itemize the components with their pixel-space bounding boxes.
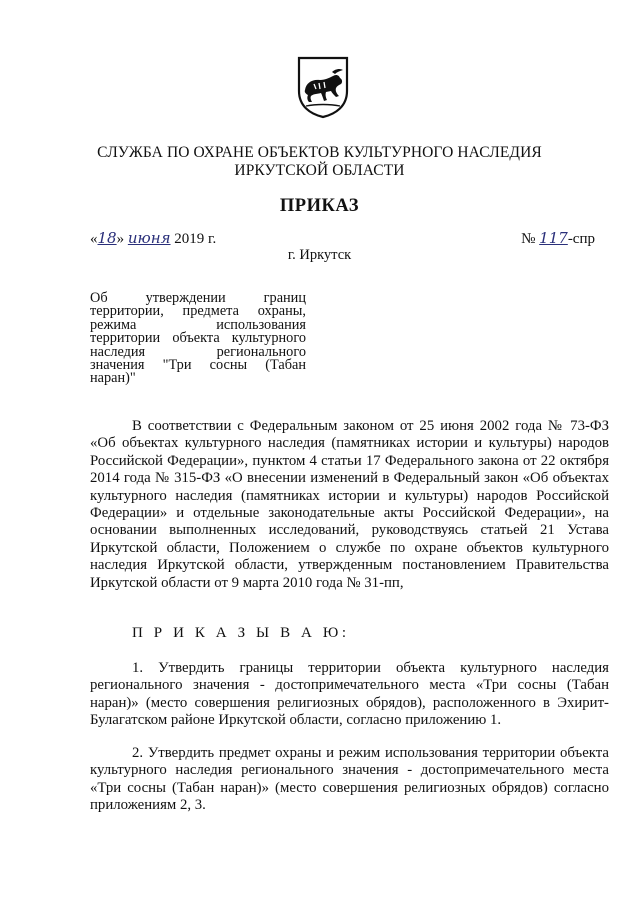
subject-line: наследия регионального: [90, 343, 306, 360]
order-date: [90, 229, 216, 248]
order-subject: [90, 292, 306, 386]
date-year: 2019 г.: [170, 231, 217, 247]
subject-line: территории объекта культурного: [90, 330, 306, 347]
subject-line: режима использования: [90, 316, 306, 333]
agency-name-line-2: ИРКУТСКОЙ ОБЛАСТИ: [234, 162, 405, 179]
item-2-paragraph: 2. Утвердить предмет охраны и режим использования территории объекта культурного наследия регионального значения - достопримечательного места «Три сосны (Табан наран)» (место совершения религиозных обрядов) согласно приложениям 2, 3.: [90, 745, 609, 814]
city: г. Иркутск: [287, 247, 352, 263]
number-prefix: №: [521, 231, 540, 247]
order-number: [521, 229, 595, 248]
preamble-paragraph: В соответствии с Федеральным законом от 25 июня 2002 года № 73-ФЗ «Об объектах культурного наследия (памятниках истории и культуры) народов Российской Федерации», пунктом 4 статьи 17 Федерального закона от 22 октября 2014 года № 315-ФЗ «О внесении изменений в Федеральный закон «Об объектах культурного наследия (памятниках истории и культуры) народов Российской Федерации» и отдельные законодательные акты Российской Федерации», на основании выполненных исследований, руководствуясь статьей 21 Устава Иркутской области, Положением о службе по охране объектов культурного наследия Иркутской области, утвержденным постановлением Правительства Иркутской области от 9 марта 2010 года № 31-пп,: [90, 418, 609, 591]
number-value: 117: [539, 229, 568, 247]
subject-line: значения "Три сосны (Табан: [90, 357, 306, 374]
document-title: ПРИКАЗ: [279, 196, 360, 216]
subject-line: наран)": [90, 370, 136, 387]
date-open-quote: «: [90, 231, 98, 247]
number-suffix: -спр: [567, 231, 595, 247]
irkutsk-coat-of-arms-icon: [296, 55, 350, 119]
date-month: июня: [127, 229, 171, 247]
item-1-paragraph: 1. Утвердить границы территории объекта культурного наследия регионального значения - достопримечательного места «Три сосны (Табан наран)» (место совершения религиозных обрядов), расположенного в Эхирит-Булагатском районе Иркутской области, согласно приложению 1.: [90, 660, 609, 729]
agency-name-line-1: СЛУЖБА ПО ОХРАНЕ ОБЪЕКТОВ КУЛЬТУРНОГО НАСЛЕДИЯ: [97, 144, 542, 161]
date-day: 18: [97, 229, 117, 247]
subject-line: территории, предмета охраны,: [90, 303, 306, 320]
subject-line: Об утверждении границ: [90, 290, 306, 306]
date-close-quote: »: [116, 231, 125, 247]
decree-heading: П Р И К А З Ы В А Ю:: [132, 625, 350, 641]
